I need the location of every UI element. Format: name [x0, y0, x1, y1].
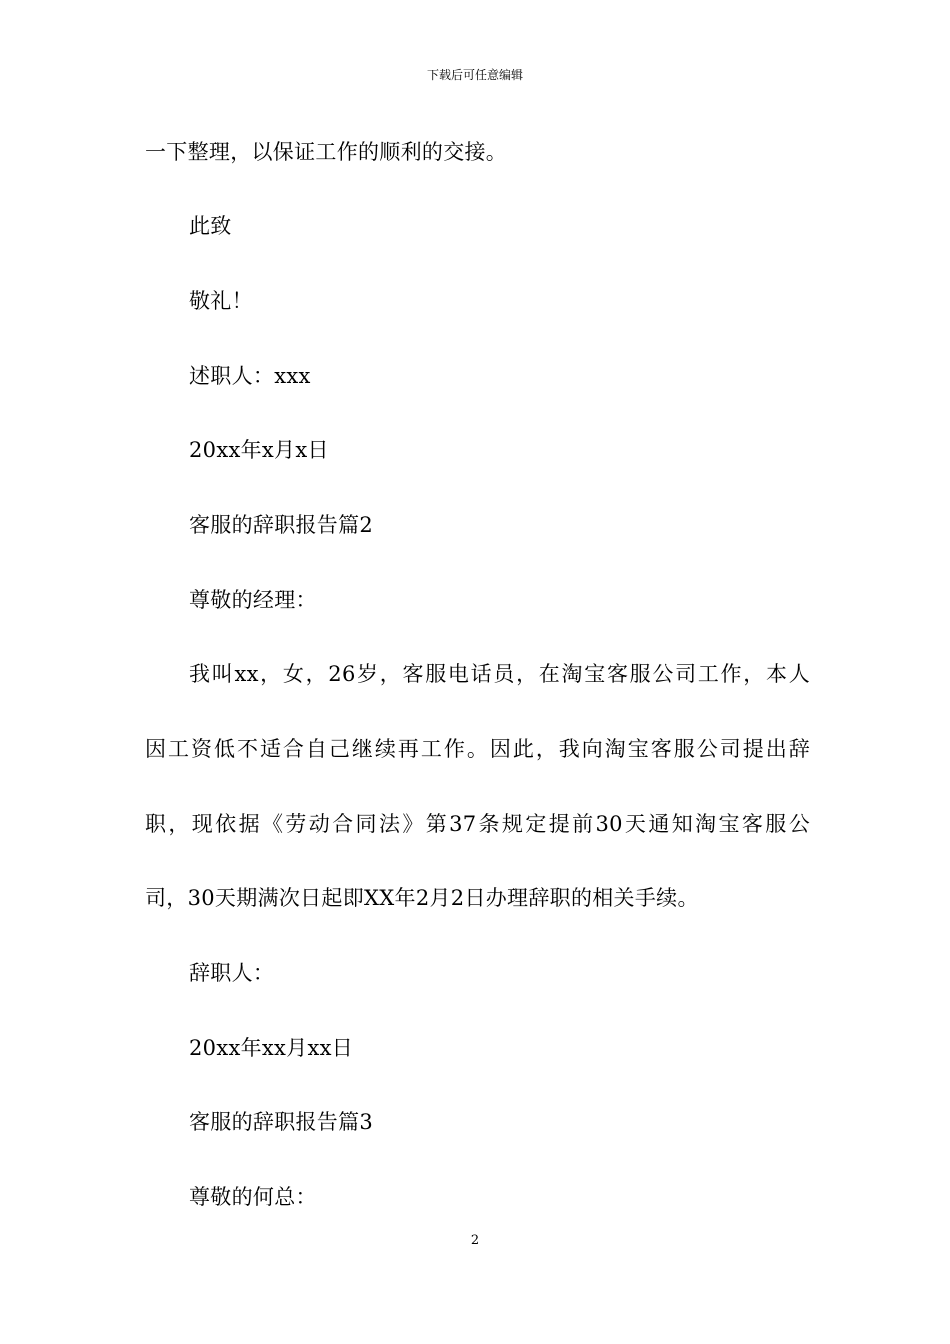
page-header: 下载后可任意编辑 [426, 68, 523, 82]
page-number: 2 [470, 1233, 480, 1248]
salutation: 尊敬的经理： [189, 588, 317, 612]
section-title: 客服的辞职报告篇2 [189, 513, 374, 537]
paragraph-line: 司，30天期满次日起即XX年2月2日办理辞职的相关手续。 [145, 886, 699, 910]
section-title: 客服的辞职报告篇3 [189, 1110, 374, 1134]
text-line: 述职人：xxx [189, 364, 311, 388]
text-line: 20xx年xx月xx日 [189, 1036, 354, 1060]
text-line: 此致 [189, 214, 232, 238]
paragraph-line: 职，现依据《劳动合同法》第37条规定提前30天通知淘宝客服公 [145, 812, 810, 836]
paragraph-line: 因工资低不适合自己继续再工作。因此，我向淘宝客服公司提出辞 [145, 737, 810, 761]
paragraph-line: 我叫xx，女，26岁，客服电话员，在淘宝客服公司工作，本人 [189, 662, 810, 686]
salutation: 尊敬的何总： [189, 1185, 317, 1209]
text-line: 一下整理，以保证工作的顺利的交接。 [145, 140, 508, 164]
text-line: 辞职人： [189, 961, 275, 985]
text-line: 20xx年x月x日 [189, 438, 329, 462]
text-line: 敬礼！ [189, 289, 253, 313]
